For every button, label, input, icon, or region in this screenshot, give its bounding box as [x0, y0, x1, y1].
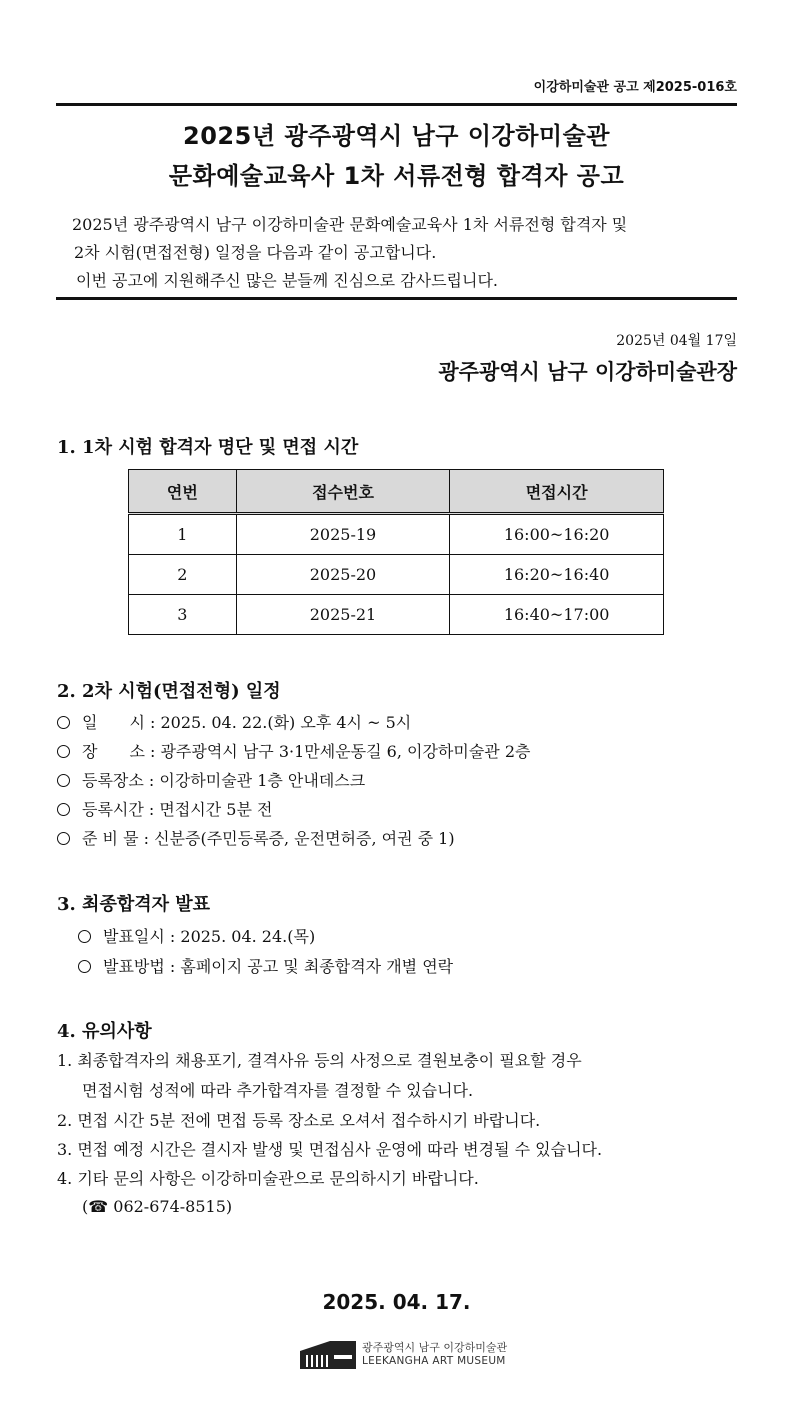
notice-number: 이강하미술관 공고 제2025-016호 — [533, 80, 737, 95]
schedule-item: 일 시 : 2025. 04. 22.(화) 오후 4시 ~ 5시 — [57, 710, 411, 733]
top-rule — [56, 103, 737, 106]
announcement-item: 발표방법 : 홈페이지 공고 및 최종합격자 개별 연락 — [78, 954, 453, 977]
schedule-item: 장 소 : 광주광역시 남구 3·1만세운동길 6, 이강하미술관 2층 — [57, 739, 530, 762]
circle-bullet-icon — [57, 716, 70, 729]
schedule-item: 등록장소 : 이강하미술관 1층 안내데스크 — [57, 768, 365, 791]
notice-item: 3. 면접 예정 시간은 결시자 발생 및 면접심사 운영에 따라 변경될 수 있습니다. — [57, 1140, 603, 1159]
footer-date: 2025. 04. 17. — [322, 1290, 471, 1314]
schedule-item: 준 비 물 : 신분증(주민등록증, 운전면허증, 여권 중 1) — [57, 826, 455, 849]
column-header: 면접시간 — [450, 470, 664, 514]
logo-korean-text: 광주광역시 남구 이강하미술관 — [362, 1341, 508, 1354]
section2-heading: 2. 2차 시험(면접전형) 일정 — [57, 681, 281, 702]
notice-item-continued: 면접시험 성적에 따라 추가합격자를 결정할 수 있습니다. — [82, 1081, 474, 1100]
section4-heading: 4. 유의사항 — [57, 1021, 152, 1042]
section1-heading: 1. 1차 시험 합격자 명단 및 면접 시간 — [57, 437, 359, 458]
row-time: 16:00~16:20 — [450, 514, 664, 555]
results-table — [128, 469, 664, 635]
intro-line3: 이번 공고에 지원해주신 많은 분들께 진심으로 감사드립니다. — [76, 271, 499, 290]
section3-heading: 3. 최종합격자 발표 — [57, 894, 211, 915]
row-receipt: 2025-19 — [236, 514, 450, 555]
circle-bullet-icon — [57, 803, 70, 816]
intro-text — [72, 211, 627, 295]
row-no: 1 — [129, 514, 237, 555]
intro-line2: 2차 시험(면접전형) 일정을 다음과 같이 공고합니다. — [74, 243, 437, 262]
page-title-line1: 2025년 광주광역시 남구 이강하미술관 — [183, 122, 610, 150]
museum-building-icon — [300, 1339, 356, 1369]
notice-item: 4. 기타 문의 사항은 이강하미술관으로 문의하시기 바랍니다. — [57, 1169, 479, 1188]
row-receipt: 2025-21 — [236, 595, 450, 635]
row-receipt: 2025-20 — [236, 555, 450, 595]
row-no: 2 — [129, 555, 237, 595]
notice-item: 1. 최종합격자의 채용포기, 결격사유 등의 사정으로 결원보충이 필요할 경우 — [57, 1051, 582, 1070]
table-row — [129, 514, 664, 555]
circle-bullet-icon — [57, 774, 70, 787]
notice-item: 2. 면접 시간 5분 전에 면접 등록 장소로 오셔서 접수하시기 바랍니다. — [57, 1111, 541, 1130]
row-time: 16:40~17:00 — [450, 595, 664, 635]
intro-rule — [56, 297, 737, 300]
announcement-item: 발표일시 : 2025. 04. 24.(목) — [78, 924, 315, 947]
schedule-item: 등록시간 : 면접시간 5분 전 — [57, 797, 272, 820]
circle-bullet-icon — [57, 832, 70, 845]
table-header-row — [129, 470, 664, 514]
table-row — [129, 595, 664, 635]
column-header: 접수번호 — [236, 470, 450, 514]
circle-bullet-icon — [78, 960, 91, 973]
circle-bullet-icon — [78, 930, 91, 943]
row-no: 3 — [129, 595, 237, 635]
issuer-name: 광주광역시 남구 이강하미술관장 — [438, 360, 737, 384]
page-title-line2: 문화예술교육사 1차 서류전형 합격자 공고 — [168, 162, 625, 190]
table-row — [129, 555, 664, 595]
intro-line1: 2025년 광주광역시 남구 이강하미술관 문화예술교육사 1차 서류전형 합격자 및 — [72, 215, 628, 234]
issue-date: 2025년 04월 17일 — [616, 333, 737, 349]
circle-bullet-icon — [57, 745, 70, 758]
row-time: 16:20~16:40 — [450, 555, 664, 595]
contact-phone: (☎ 062-674-8515) — [82, 1197, 233, 1216]
logo-english-text: LEEKANGHA ART MUSEUM — [362, 1355, 506, 1367]
column-header: 연번 — [129, 470, 237, 514]
